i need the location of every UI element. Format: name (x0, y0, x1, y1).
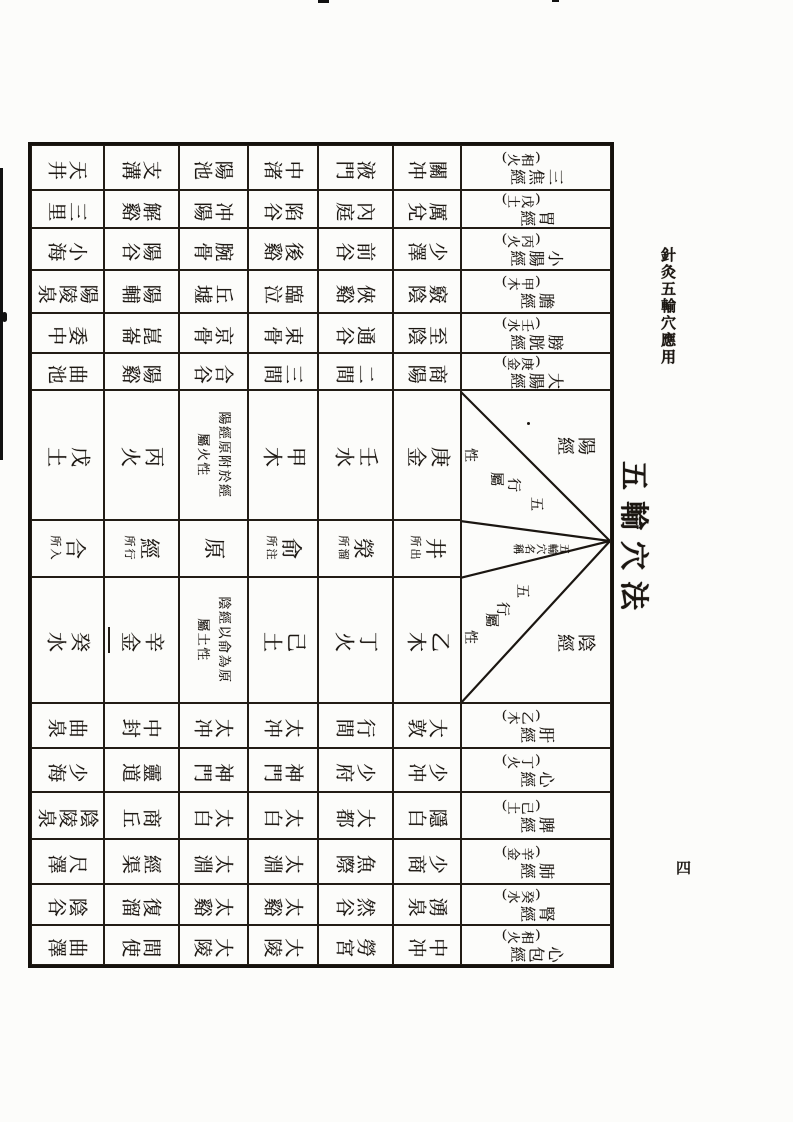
yin-note-cell (179, 577, 248, 703)
point-cell (248, 313, 318, 353)
point-name: 液門 (334, 157, 377, 179)
point-cell (393, 839, 461, 884)
category-label: 經 (137, 538, 162, 559)
meridian-name: 三焦經 (507, 166, 565, 184)
point-name: 丘墟 (192, 281, 235, 303)
point-name: 陽池 (192, 157, 235, 179)
point-cell (179, 228, 248, 270)
meridian-stem: (壬水) (501, 317, 541, 332)
point-cell (393, 925, 461, 965)
point-name: 中封 (120, 715, 163, 737)
yin-element-value-cell (248, 577, 318, 703)
point-cell (31, 313, 104, 353)
point-name: 陽谿 (120, 361, 163, 383)
point-cell (248, 145, 318, 190)
point-name: 陽陵泉 (36, 281, 99, 303)
fan-yang-attr-char: 行 (505, 478, 520, 492)
point-cell (104, 228, 179, 270)
meridian-name: 膀胱經 (507, 332, 565, 349)
meridian-stem: (庚金) (501, 355, 541, 371)
point-name: 陰陵泉 (36, 805, 99, 827)
point-name: 然谷 (334, 894, 377, 916)
point-cell (318, 748, 393, 792)
meridian-stem: (己土) (501, 799, 541, 815)
meridian-name: 胃經 (517, 208, 555, 225)
yang-element-value-cell (318, 390, 393, 520)
point-cell (248, 190, 318, 228)
point-name: 二間 (334, 361, 377, 383)
fan-header-cell (461, 390, 611, 703)
fan-yang-attr-char: 性 (462, 448, 477, 462)
point-cell (318, 313, 393, 353)
note-line: 陽經原附於經 (216, 411, 232, 499)
point-cell (318, 884, 393, 925)
point-name: 曲池 (46, 361, 89, 383)
meridian-stem: (戊土) (501, 193, 541, 208)
point-cell (104, 270, 179, 313)
point-name: 中渚 (262, 157, 304, 179)
yin-element-value-cell (393, 577, 461, 703)
point-cell (31, 703, 104, 748)
fan-center-label: 五輸穴名稱 (512, 542, 570, 554)
category-sublabel: 所行 (123, 535, 136, 562)
meridian-header-yin (461, 925, 611, 965)
note-line: 陰經以俞為原 (216, 596, 232, 684)
meridian-stem: (丁火) (501, 754, 541, 769)
point-cell (248, 884, 318, 925)
meridian-name: 肝經 (517, 724, 555, 742)
point-cell (393, 313, 461, 353)
point-cell (318, 228, 393, 270)
note-line: 屬火性 (196, 433, 212, 477)
yang-note-cell (179, 390, 248, 520)
point-cell (31, 190, 104, 228)
meridian-header-yang (461, 353, 611, 390)
point-name: 臨泣 (262, 281, 304, 303)
fan-yin-attr-char: 五 (514, 584, 529, 598)
point-cell (393, 792, 461, 839)
meridian-header-yang (461, 145, 611, 190)
element-value: 丁火 (331, 628, 380, 651)
category-label-cell (104, 520, 179, 577)
point-name: 太淵 (192, 851, 235, 873)
category-label-cell (179, 520, 248, 577)
point-cell (104, 839, 179, 884)
meridian-name: 腎經 (517, 903, 555, 921)
meridian-name: 肺經 (517, 860, 555, 878)
point-cell (248, 228, 318, 270)
meridian-name: 脾經 (517, 814, 555, 832)
point-name: 少海 (46, 760, 89, 782)
fan-yin-attr-char: 性 (462, 630, 477, 644)
meridian-header-yin (461, 839, 611, 884)
meridian-stem: (相火) (501, 929, 541, 944)
point-cell (393, 884, 461, 925)
point-cell (31, 748, 104, 792)
point-cell (31, 792, 104, 839)
element-value: 癸水 (43, 628, 92, 651)
point-name: 至陰 (406, 323, 448, 345)
point-name: 京骨 (192, 323, 235, 345)
point-cell (104, 884, 179, 925)
point-name: 陽輔 (120, 281, 163, 303)
five-shu-table (31, 145, 611, 965)
point-name: 厲兌 (406, 199, 448, 221)
point-cell (318, 792, 393, 839)
fan-yang-attr-char: 屬 (488, 472, 503, 486)
category-sublabel: 所入 (49, 535, 62, 562)
point-name: 腕骨 (192, 239, 235, 261)
point-name: 勞宮 (334, 935, 377, 957)
point-name: 魚際 (334, 851, 377, 873)
category-label-cell (31, 520, 104, 577)
point-name: 太白 (262, 805, 304, 827)
point-name: 太谿 (192, 894, 235, 916)
point-name: 前谷 (334, 239, 377, 261)
point-cell (31, 270, 104, 313)
point-cell (393, 145, 461, 190)
point-cell (104, 190, 179, 228)
point-name: 支溝 (120, 157, 163, 179)
point-name: 復溜 (120, 894, 163, 916)
yang-element-value-cell (393, 390, 461, 520)
meridian-name: 小腸經 (507, 248, 565, 265)
meridian-name: 心經 (517, 769, 555, 786)
point-cell (318, 145, 393, 190)
point-name: 俠谿 (334, 281, 377, 303)
point-cell (31, 884, 104, 925)
point-cell (318, 839, 393, 884)
printed-dash (108, 627, 110, 653)
category-sublabel: 所溜 (337, 535, 350, 562)
category-label-cell (393, 520, 461, 577)
point-name: 少府 (334, 760, 377, 782)
point-name: 小海 (46, 239, 89, 261)
meridian-header-yin (461, 703, 611, 748)
fan-yin-attr-char: 行 (494, 602, 509, 616)
point-name: 間使 (120, 935, 163, 957)
point-name: 隱白 (406, 805, 448, 827)
page-number: 四 (676, 861, 692, 877)
point-name: 大陵 (262, 935, 304, 957)
meridian-stem: (乙木) (501, 709, 541, 725)
point-cell (248, 353, 318, 390)
yang-element-value-cell (31, 390, 104, 520)
point-cell (179, 839, 248, 884)
point-name: 解谿 (120, 199, 163, 221)
point-name: 尺澤 (46, 851, 89, 873)
point-cell (104, 313, 179, 353)
point-name: 通谷 (334, 323, 377, 345)
point-name: 冲陽 (192, 199, 235, 221)
fan-yin-attr-char: 屬 (483, 613, 498, 627)
point-name: 神門 (192, 760, 235, 782)
point-cell (179, 145, 248, 190)
point-name: 陽谷 (120, 239, 163, 261)
point-cell (318, 270, 393, 313)
point-name: 少澤 (406, 239, 448, 261)
point-name: 太淵 (262, 851, 304, 873)
category-label: 滎 (351, 538, 376, 559)
point-name: 大陵 (192, 935, 235, 957)
point-cell (248, 703, 318, 748)
meridian-header-yin (461, 884, 611, 925)
category-label-cell (248, 520, 318, 577)
point-cell (248, 839, 318, 884)
point-name: 神門 (262, 760, 304, 782)
yang-element-value-cell (248, 390, 318, 520)
meridian-header-yang (461, 228, 611, 270)
meridian-header-yin (461, 748, 611, 792)
point-cell (248, 925, 318, 965)
yin-element-value-cell (31, 577, 104, 703)
point-name: 陰谷 (46, 894, 89, 916)
point-cell (179, 748, 248, 792)
point-cell (31, 145, 104, 190)
point-name: 三里 (46, 199, 89, 221)
point-cell (179, 703, 248, 748)
point-cell (393, 703, 461, 748)
point-cell (318, 703, 393, 748)
point-cell (31, 353, 104, 390)
point-cell (104, 925, 179, 965)
point-name: 大敦 (406, 715, 448, 737)
point-name: 束骨 (262, 323, 304, 345)
yin-element-value-cell (104, 577, 179, 703)
point-name: 太白 (192, 805, 235, 827)
point-cell (248, 792, 318, 839)
meridian-header-yang (461, 190, 611, 228)
point-name: 靈道 (120, 760, 163, 782)
category-sublabel: 所注 (265, 535, 277, 562)
point-name: 太谿 (262, 894, 304, 916)
element-value: 甲木 (259, 443, 307, 466)
meridian-stem: (甲木) (501, 275, 541, 291)
meridian-name: 大腸經 (507, 370, 565, 388)
point-cell (31, 925, 104, 965)
point-cell (179, 190, 248, 228)
meridian-stem: (癸水) (501, 888, 541, 904)
point-cell (104, 792, 179, 839)
fan-yang-label: 陽經 (554, 435, 596, 455)
point-name: 關冲 (406, 157, 448, 179)
meridian-header-yin (461, 792, 611, 839)
point-cell (104, 353, 179, 390)
element-value: 辛金 (117, 628, 166, 651)
element-value: 己土 (259, 628, 307, 651)
point-name: 竅陰 (406, 281, 448, 303)
point-cell (248, 270, 318, 313)
point-cell (31, 839, 104, 884)
point-name: 內庭 (334, 199, 377, 221)
point-name: 商陽 (406, 361, 448, 383)
point-cell (104, 703, 179, 748)
ink-dot (527, 422, 530, 425)
meridian-stem: (相火) (501, 151, 541, 167)
point-name: 經渠 (120, 851, 163, 873)
element-value: 戊土 (43, 443, 92, 466)
point-name: 三間 (262, 361, 304, 383)
point-name: 行間 (334, 715, 377, 737)
point-cell (318, 925, 393, 965)
point-name: 曲泉 (46, 715, 89, 737)
point-cell (179, 353, 248, 390)
point-name: 天井 (46, 157, 89, 179)
point-name: 少冲 (406, 760, 448, 782)
meridian-header-yang (461, 270, 611, 313)
point-cell (393, 228, 461, 270)
point-name: 商丘 (120, 805, 163, 827)
fan-yin-label: 陰經 (554, 632, 596, 652)
point-cell (393, 353, 461, 390)
element-value: 壬水 (331, 443, 380, 466)
meridian-name: 心包經 (507, 944, 565, 961)
table-title: 五輸穴法 (617, 461, 649, 622)
category-label-cell (318, 520, 393, 577)
point-cell (179, 884, 248, 925)
category-label: 俞 (279, 538, 303, 559)
point-name: 後谿 (262, 239, 304, 261)
meridian-stem: (丙火) (501, 233, 541, 248)
point-cell (179, 792, 248, 839)
element-value: 丙火 (117, 443, 166, 466)
meridian-stem: (辛金) (501, 845, 541, 861)
point-name: 大都 (334, 805, 377, 827)
point-cell (393, 270, 461, 313)
point-name: 太冲 (262, 715, 304, 737)
point-name: 中冲 (406, 935, 448, 957)
running-head: 針灸五輸穴應用 (659, 247, 675, 366)
point-cell (31, 228, 104, 270)
point-cell (179, 270, 248, 313)
point-cell (104, 748, 179, 792)
point-name: 崑崙 (120, 323, 163, 345)
meridian-header-yang (461, 313, 611, 353)
element-value: 乙木 (403, 628, 451, 651)
point-cell (179, 925, 248, 965)
point-name: 太冲 (192, 715, 235, 737)
point-name: 湧泉 (406, 894, 448, 916)
yin-element-value-cell (318, 577, 393, 703)
element-value: 庚金 (403, 443, 451, 466)
point-name: 曲澤 (46, 935, 89, 957)
point-cell (393, 190, 461, 228)
point-name: 合谷 (192, 361, 235, 383)
category-label: 井 (423, 538, 447, 559)
category-label: 原 (202, 538, 226, 559)
point-name: 少商 (406, 851, 448, 873)
point-cell (318, 353, 393, 390)
point-cell (179, 313, 248, 353)
point-name: 委中 (46, 323, 89, 345)
category-label: 合 (63, 538, 88, 559)
category-sublabel: 所出 (409, 535, 421, 562)
meridian-name: 膽經 (517, 290, 555, 308)
point-name: 陷谷 (262, 199, 304, 221)
point-cell (393, 748, 461, 792)
fan-yang-attr-char: 五 (528, 497, 543, 511)
point-cell (104, 145, 179, 190)
point-cell (318, 190, 393, 228)
note-line: 屬土性 (196, 618, 212, 662)
point-cell (248, 748, 318, 792)
yang-element-value-cell (104, 390, 179, 520)
